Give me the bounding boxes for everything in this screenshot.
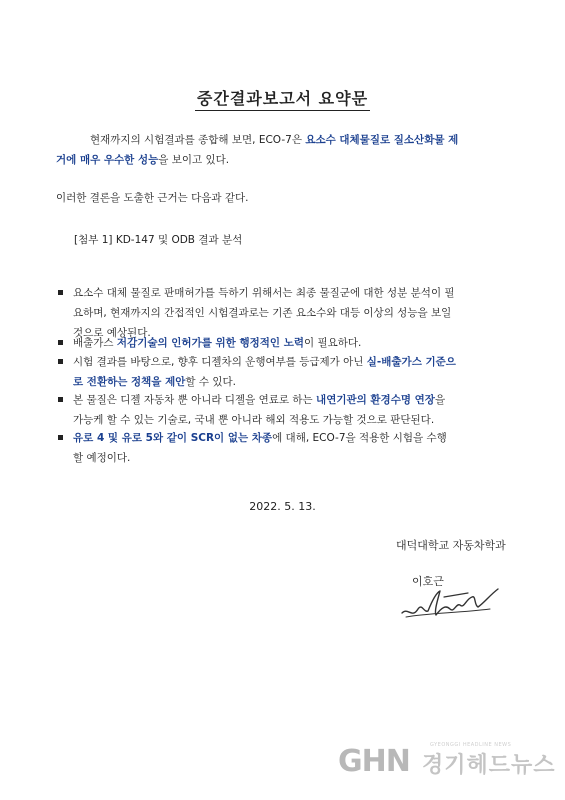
watermark-tagline: GYEONGGI HEADLINE NEWS [430,742,512,748]
document-date: 2022. 5. 13. [249,500,316,513]
highlight-text: 저감기술의 인허가를 위한 행정적인 노력 [116,337,304,349]
highlight-text: 유로 4 및 유로 5와 같이 SCR이 없는 차종 [73,432,273,444]
handwritten-signature [398,583,508,623]
bullet-square-icon [58,340,63,345]
news-watermark-logo [338,742,558,788]
highlight-text: 로 전환하는 정책을 제안 [73,376,186,388]
highlight-text: 내연기관의 환경수명 연장 [316,394,435,406]
watermark-name: 경기헤드뉴스 [422,753,556,778]
bullet-square-icon [58,359,63,364]
attachment-reference: [첨부 1] KD-147 및 ODB 결과 분석 [74,234,243,246]
intro-paragraph-line-2: 거에 매우 우수한 성능을 보이고 있다. [56,154,230,166]
bullet-square-icon [58,435,63,440]
bullet-square-icon [58,290,63,295]
author-name: 이호근 [412,575,444,588]
organization-name: 대덕대학교 자동차학과 [396,539,506,552]
document-page: 중간결과보고서 요약문 현재까지의 시험결과를 종합해 보면, ECO-7은 요소수 대체물질로 질소산화물 제 거에 매우 우수한 성능을 보이고 있다. 이러한 결론을 도출한 근거는 다음과 같다. [첨부 1] KD-147 및 ODB 결과 분석 요소수 대체 물질로 판매허가를 득하기 위해서는 최종 물질군에 대한 성분 분석이 필 요하며, 현재까지의 간접적인 시험결과로는 기존 요소수와 대등 이상의 성능을 보일 것으로 예상된다. 배출가스 저감기술의 인허가를 위한 행정적인 노력이 필요하다. 시험 결과를 바탕으로, 향후 디젤차의 운행여부를 등급제가 아닌 실-배출가스 기준으 로 전환하는 정책을 제안할 수 있다. 본 물질은 디젤 자동차 뿐 아니라 디젤을 연료로 하는 내연기관의 환경수명 연장을 가능케 할 수 있는 기술로, 국내 뿐 아니라 해외 적용도 가능할 것으로 판단된다. 유로 4 및 유로 5와 같이 SCR이 없는 차종에 대해, ECO-7을 적용한 시험을 수행 할 예정이다. 2022. 5. 13. 대덕대학교 자동차학과 이호근 GHN GYEONGGI HEADLINE NEWS 경기헤드뉴스 [0,0,565,800]
ghn-logo: GHN [338,744,410,779]
highlight-text: 거에 매우 우수한 성능 [56,154,159,166]
intro-paragraph-2: 이러한 결론을 도출한 근거는 다음과 같다. [56,192,249,204]
highlight-text: 요소수 대체물질로 질소산화물 제 [305,134,459,146]
document-title: 중간결과보고서 요약문 [0,86,565,109]
highlight-text: 실-배출가스 기준으 [366,356,456,368]
bullet-square-icon [58,397,63,402]
intro-paragraph-line-1: 현재까지의 시험결과를 종합해 보면, ECO-7은 요소수 대체물질로 질소산화물 제 [90,134,459,146]
